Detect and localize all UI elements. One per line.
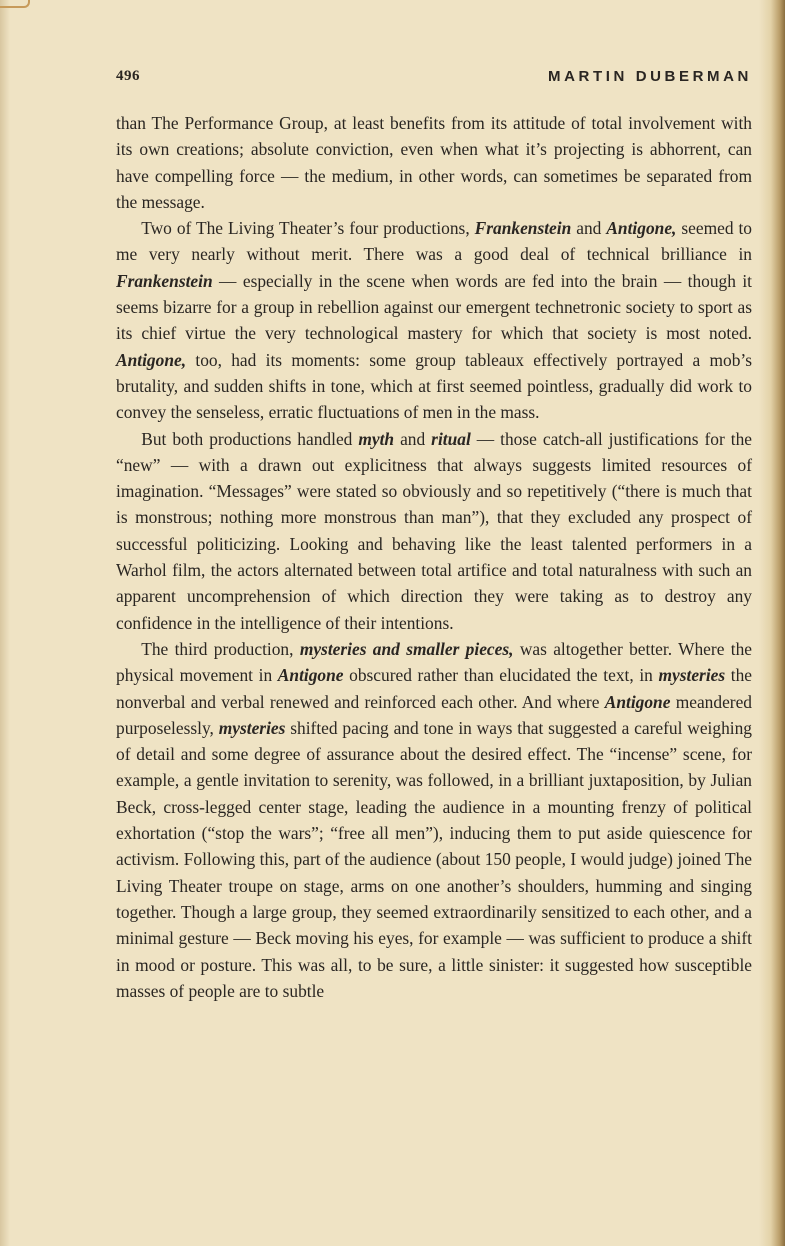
text-run: the nonverbal and verbal renewed and reinforced each other. And where	[116, 665, 753, 712]
text-run: But both productions handled	[141, 428, 359, 449]
italic-title: Frankenstein	[116, 270, 213, 291]
text-run: The third production,	[141, 638, 300, 659]
paragraph	[116, 110, 752, 215]
text-run: and	[571, 218, 607, 239]
text-run: too, had its moments: some group tableaux effectively portrayed a mob’s brutality, and sudden shifts in tone, which at first seemed pointless, gradually did work to convey the senseless, erratic fluctuations of men in the mass.	[116, 349, 752, 423]
text-run: shifted pacing and tone in ways that suggested a careful weighing of detail and some degree of assurance about the desired effect. The “incense” scene, for example, a gentle invitation to serenity, was followed, in a brilliant juxtaposition, by Julian Beck, cross-legged center stage, leading the audience in a mounting frenzy of political exhortation (“stop the wars”; “free all men”), inducing them to put aside quiescence for activism. Following this, part of the audience (about 150 people, I would judge) joined The Living Theater troupe on stage, arms on one another’s shoulders, humming and singing together. Though a large group, they seemed extraordinarily sensitized to each other, and a minimal gesture — Beck moving his eyes, for example — was sufficient to produce a shift in mood or posture. This was all, to be sure, a little sinister: it suggested how susceptible masses of people are to subtle	[116, 717, 752, 1001]
corner-mark	[0, 0, 30, 8]
italic-title: myth	[358, 428, 395, 449]
body-text	[116, 110, 752, 1004]
page-number: 496	[116, 68, 140, 84]
italic-title: mysteries	[218, 717, 286, 738]
italic-title: mysteries and smaller pieces,	[299, 638, 514, 659]
paragraph	[116, 636, 752, 1004]
page-right-edge	[759, 0, 785, 1246]
text-run: Two of The Living Theater’s four productions,	[141, 218, 475, 239]
text-run: seemed to me very nearly without merit. There was a good deal of technical brilliance in	[116, 218, 752, 265]
text-run: than The Performance Group, at least benefits from its attitude of total involvement with its own creations; absolute conviction, even when what it’s projecting is abhorrent, can have compelling force — the medium, in other words, can sometimes be separated from the message.	[116, 113, 752, 212]
italic-title: Antigone,	[606, 218, 677, 239]
text-run: — those catch-all justifications for the “new” — with a drawn out explicitness that always suggests limited resources of imagination. “Messages” were stated so obviously and so repetitively (“there is much that is monstrous; nothing more monstrous than man”), that they excluded any prospect of successful politicizing. Looking and behaving like the least talented performers in a Warhol film, the actors alternated between total artifice and total naturalness with such an apparent uncomprehension of which direction they were taking as to destroy any confidence in the intelligence of their intentions.	[116, 428, 752, 633]
italic-title: Antigone,	[116, 349, 187, 370]
paragraph	[116, 215, 752, 425]
text-run: meandered purposelessly,	[116, 691, 752, 738]
italic-title: ritual	[431, 428, 471, 449]
running-title: MARTIN DUBERMAN	[548, 68, 752, 85]
italic-title: Antigone	[277, 665, 344, 686]
text-run: — especially in the scene when words are fed into the brain — though it seems bizarre for a group in rebellion against our emergent technetronic society to sport as its chief virtue the very technological mastery for which that society is most noted.	[116, 270, 752, 344]
italic-title: mysteries	[658, 665, 726, 686]
text-run: obscured rather than elucidated the text, in	[343, 665, 659, 686]
page-left-edge	[0, 0, 10, 1246]
text-run: was altogether better. Where the physical movement in	[116, 638, 752, 686]
italic-title: Antigone	[604, 691, 671, 712]
running-head	[116, 68, 752, 90]
paragraph	[116, 426, 752, 636]
italic-title: Frankenstein	[474, 218, 572, 239]
text-run: and	[394, 428, 432, 449]
